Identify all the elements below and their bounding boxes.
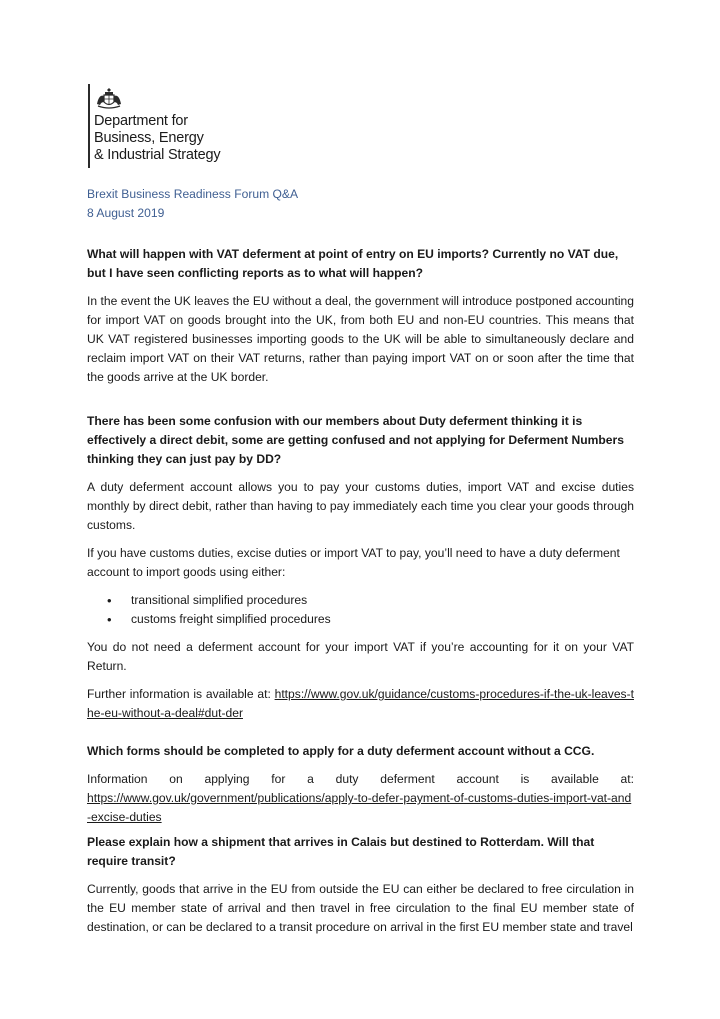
- customs-procedures-link[interactable]: https://www.gov.uk/guidance/customs-procedures-if-the-uk-leaves-the-eu-without-a-deal#dut-der: [87, 687, 634, 720]
- qa-section-2: [87, 412, 634, 723]
- document-date: 8 August 2019: [87, 206, 165, 220]
- answer-2-paragraph-3: You do not need a deferment account for your import VAT if you’re accounting for it on your VAT Return.: [87, 640, 634, 673]
- list-item: • transitional simplified procedures: [87, 591, 634, 610]
- answer-1: In the event the UK leaves the EU without a deal, the government will introduce postponed accounting for import VAT on goods brought into the UK, from both EU and non-EU countries. This means that UK VAT registered businesses importing goods to the UK will be able to simultaneously declare and reclaim import VAT on their VAT returns, rather than paying import VAT on or soon after the time that the goods arrive at the UK border.: [87, 294, 634, 384]
- list-item: • customs freight simplified procedures: [87, 610, 634, 629]
- qa-section-1: [87, 245, 634, 387]
- apply-to-defer-link[interactable]: https://www.gov.uk/government/publications/apply-to-defer-payment-of-customs-duties-import-vat-and-excise-duties: [87, 791, 632, 824]
- answer-3-link-wrap: [87, 789, 634, 827]
- logo-line-2: Business, Energy: [94, 130, 204, 146]
- logo-divider: [88, 84, 90, 168]
- question-4: Please explain how a shipment that arrives in Calais but destined to Rotterdam. Will that require transit?: [87, 835, 595, 868]
- answer-4: Currently, goods that arrive in the EU from outside the EU can either be declared to free circulation in the EU member state of arrival and then travel in free circulation to the final EU member state of destination, or can be declared to a transit procedure on arrival in the first EU member state and travel: [87, 882, 634, 934]
- qa-section-4: [87, 833, 634, 937]
- procedure-list: [87, 591, 634, 629]
- royal-coat-of-arms-icon: [94, 86, 124, 110]
- department-logo: [88, 84, 238, 168]
- qa-section-3: [87, 742, 634, 827]
- question-3: Which forms should be completed to apply for a duty deferment account without a CCG.: [87, 744, 595, 758]
- question-1: What will happen with VAT deferment at point of entry on EU imports? Currently no VAT due, but I have seen conflicting reports as to what will happen?: [87, 247, 619, 280]
- logo-line-3: & Industrial Strategy: [94, 147, 221, 163]
- department-name: [94, 113, 220, 164]
- further-info-label: Further information is available at:: [87, 687, 271, 701]
- answer-3-text: Information on applying for a duty deferment account is available at:: [87, 772, 634, 786]
- logo-line-1: Department for: [94, 113, 188, 129]
- document-meta: [87, 185, 298, 223]
- answer-2-paragraph-1: A duty deferment account allows you to pay your customs duties, import VAT and excise duties monthly by direct debit, rather than having to pay immediately each time you clear your goods through customs.: [87, 480, 634, 532]
- question-2: There has been some confusion with our members about Duty deferment thinking it is effectively a direct debit, some are getting confused and not applying for Deferment Numbers thinking they can just pay by DD?: [87, 414, 624, 466]
- answer-2-further-info: [87, 685, 634, 723]
- answer-2-paragraph-2: If you have customs duties, excise duties or import VAT to pay, you’ll need to have a duty deferment account to import goods using either:: [87, 546, 620, 579]
- document-title: Brexit Business Readiness Forum Q&A: [87, 187, 299, 201]
